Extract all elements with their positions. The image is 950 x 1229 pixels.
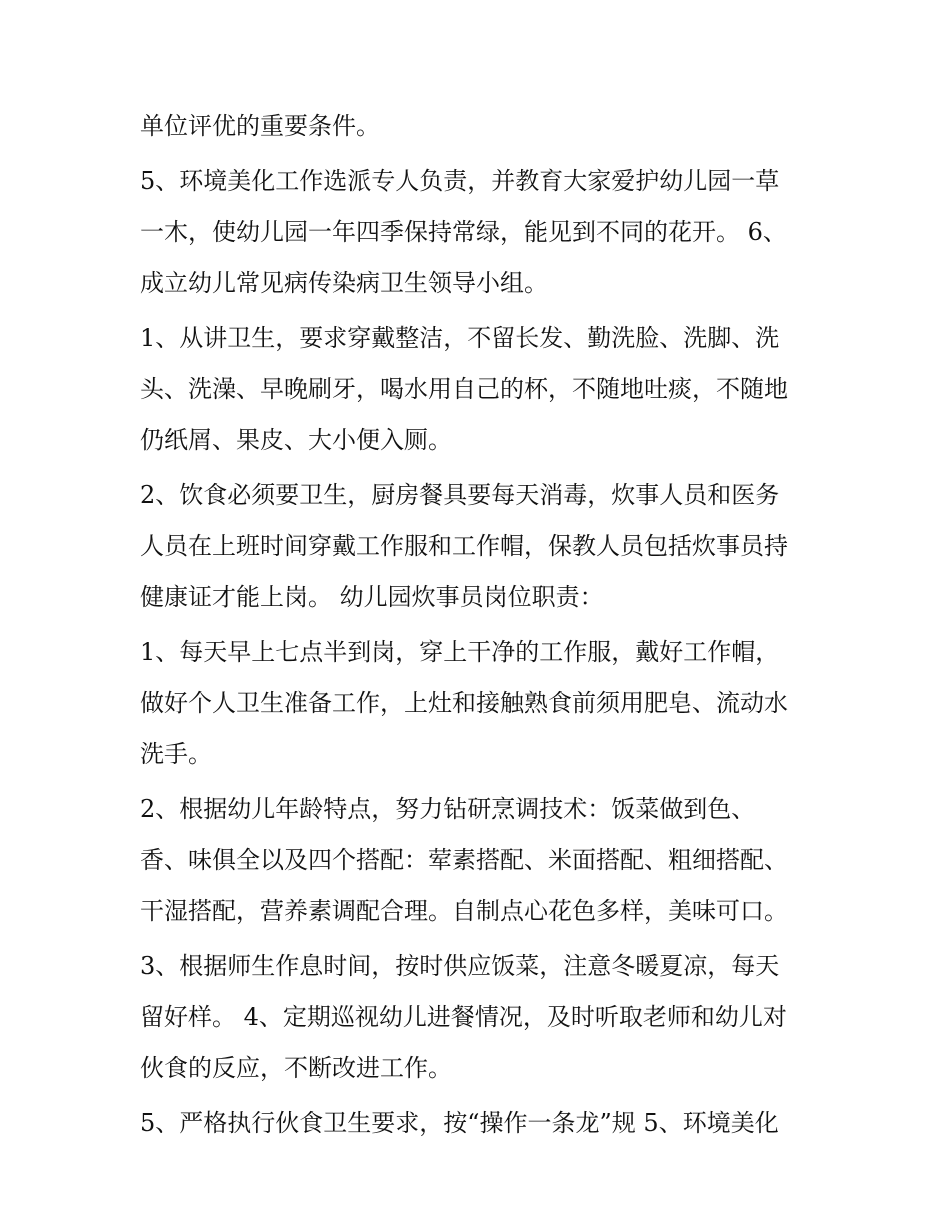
text-line: 5、严格执行伙食卫生要求，按“操作一条龙”规 5、环境美化 <box>140 1109 779 1137</box>
text-line: 一木，使幼儿园一年四季保持常绿，能见到不同的花开。 6、 <box>140 218 787 246</box>
document-body <box>140 101 820 1149</box>
text-line: 仍纸屑、果皮、大小便入厕。 <box>140 426 452 454</box>
text-line: 2、根据幼儿年龄特点，努力钻研烹调技术：饭菜做到色、 <box>140 795 756 823</box>
text-line: 头、洗澡、早晚刷牙，喝水用自己的杯，不随地吐痰，不随地 <box>140 375 788 403</box>
text-line: 1、每天早上七点半到岗，穿上干净的工作服，戴好工作帽， <box>140 638 780 666</box>
text-line: 健康证才能上岗。 幼儿园炊事员岗位职责： <box>140 583 604 611</box>
text-line: 伙食的反应，不断改进工作。 <box>140 1054 452 1082</box>
text-line: 干湿搭配，营养素调配合理。自制点心花色多样，美味可口。 <box>140 897 788 925</box>
text-line: 留好样。 4、定期巡视幼儿进餐情况，及时听取老师和幼儿对 <box>140 1003 787 1031</box>
text-line: 3、根据师生作息时间，按时供应饭菜，注意冬暖夏凉，每天 <box>140 952 780 980</box>
text-line: 2、饮食必须要卫生，厨房餐具要每天消毒，炊事人员和医务 <box>140 481 780 509</box>
text-line: 5、环境美化工作选派专人负责，并教育大家爱护幼儿园一草 <box>140 167 780 195</box>
text-line: 洗手。 <box>140 740 212 768</box>
text-line: 单位评优的重要条件。 <box>140 112 380 140</box>
text-line: 人员在上班时间穿戴工作服和工作帽，保教人员包括炊事员持 <box>140 532 788 560</box>
text-line: 1、从讲卫生，要求穿戴整洁，不留长发、勤洗脸、洗脚、洗 <box>140 324 780 352</box>
text-line: 香、味俱全以及四个搭配：荤素搭配、米面搭配、粗细搭配、 <box>140 846 788 874</box>
text-line: 成立幼儿常见病传染病卫生领导小组。 <box>140 269 548 297</box>
text-line: 做好个人卫生准备工作，上灶和接触熟食前须用肥皂、流动水 <box>140 689 788 717</box>
